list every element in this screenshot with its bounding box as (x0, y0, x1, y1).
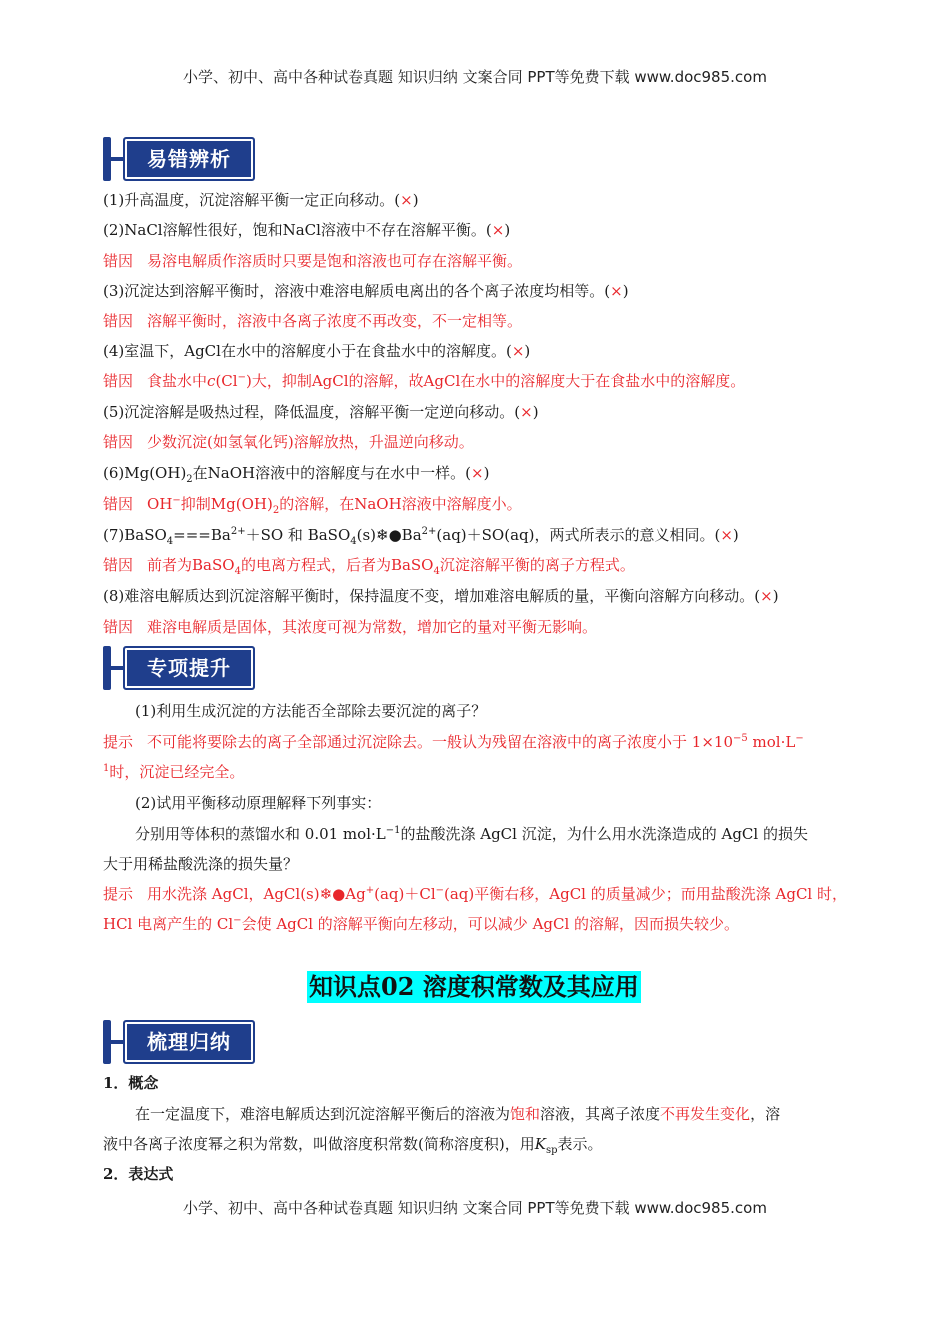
error-text: 抑制Mg(OH) (180, 495, 273, 513)
item-7: $(7)BaSO_4===Ba^{2+}+SO$ 和 $BaSO_4(s)❄●Ba^{2+}(aq)+SO(aq)$，两式所表示的意义相同。(×) (103, 526, 739, 547)
wrong-mark: × (760, 587, 773, 605)
hint-2-cont (103, 913, 878, 935)
section-banner-special (103, 646, 253, 690)
error-text: OH (147, 495, 173, 513)
subscript: sp (545, 1145, 558, 1156)
hint-text: HCl 电离产生的 Cl (103, 915, 234, 933)
hint-1 (103, 731, 878, 753)
item-text: (2)NaCl溶解性很好，饱和NaCl溶液中不存在溶解平衡。( (103, 221, 492, 239)
special-question-2: (2)试用平衡移动原理解释下列事实： (135, 794, 382, 812)
superscript: 2+ (230, 526, 246, 537)
item-text: (6)Mg(OH) (103, 464, 187, 482)
question-text: 的盐酸洗涤 AgCl 沉淀，为什么用水洗涤造成的 AgCl 的损失 (400, 825, 808, 843)
hint-tag: 提示 (103, 885, 134, 903)
banner-bar (103, 137, 111, 181)
error-tag: 错因 (103, 312, 134, 330)
banner-tick (111, 157, 123, 161)
concept-line-1 (135, 1103, 910, 1125)
error-text: 沉淀溶解平衡的离子方程式。 (439, 556, 635, 574)
hint-text: 时，沉淀已经完全。 (109, 763, 245, 781)
special-question-1: (1)利用生成沉淀的方法能否全部除去要沉淀的离子？ (135, 702, 487, 720)
error-2 (103, 250, 878, 272)
wrong-mark: × (720, 526, 733, 544)
banner-label: 梳理归纳 (123, 1020, 255, 1064)
error-text: 的溶解，在NaOH溶液中溶解度小。 (279, 495, 522, 513)
expression-heading: 2．表达式 (103, 1165, 174, 1183)
hint-1-cont (103, 761, 878, 783)
item-text: ＋SO 和 BaSO (245, 526, 351, 544)
wrong-mark: × (520, 403, 533, 421)
error-text: 少数沉淀(如氢氧化钙)溶解放热，升温逆向移动。 (147, 433, 474, 451)
item-3: (3)沉淀达到溶解平衡时，溶液中难溶电解质电离出的各个离子浓度均相等。(×) (103, 282, 629, 300)
error-tag: 错因 (103, 372, 134, 390)
error-text: c (207, 372, 216, 390)
wrong-mark: × (610, 282, 623, 300)
hint-text: mol·L (747, 733, 796, 751)
superscript: − (237, 372, 246, 383)
subscript: 2 (272, 505, 280, 516)
banner-label: 专项提升 (123, 646, 255, 690)
banner-bar (103, 1020, 111, 1064)
superscript: + (365, 885, 375, 896)
banner-tick (111, 1040, 123, 1044)
subscript: 4 (433, 566, 440, 577)
superscript: − (435, 885, 445, 896)
error-text: 食盐水中 (147, 372, 208, 390)
item-text: (4)室温下，AgCl在水中的溶解度小于在食盐水中的溶解度。( (103, 342, 512, 360)
concept-text: 在一定温度下，难溶电解质达到沉淀溶解平衡后的溶液为 (135, 1105, 511, 1123)
special-question-2-body (135, 823, 910, 845)
page-header: 小学、初中、高中各种试卷真题 知识归纳 文案合同 PPT等免费下载 www.doc985.com (183, 68, 767, 86)
item-text: (aq)＋SO(aq)，两式所表示的意义相同。( (436, 526, 721, 544)
error-8 (103, 616, 878, 638)
error-text: )大，抑制AgCl的溶解，故AgCl在水中的溶解度大于在食盐水中的溶解度。 (245, 372, 746, 390)
item-text: (8)难溶电解质达到沉淀溶解平衡时，保持温度不变，增加难溶电解质的量，平衡向溶解方向移动。( (103, 587, 761, 605)
hint-text: 会使 AgCl 的溶解平衡向左移动，可以减少 AgCl 的溶解，因而损失较少。 (241, 915, 740, 933)
banner-tick (111, 666, 123, 670)
superscript: − (233, 915, 242, 926)
concept-text: ，溶 (750, 1105, 781, 1123)
subscript: 4 (234, 566, 241, 577)
banner-label: 易错辨析 (123, 137, 255, 181)
superscript: − (172, 495, 181, 506)
item-text: (3)沉淀达到溶解平衡时，溶液中难溶电解质电离出的各个离子浓度均相等。( (103, 282, 611, 300)
concept-text: 溶液，其离子浓度 (540, 1105, 661, 1123)
error-tag: 错因 (103, 252, 134, 270)
wrong-mark: × (491, 221, 505, 239)
superscript: 1 (103, 763, 110, 774)
error-text: 难溶电解质是固体，其浓度可视为常数，增加它的量对平衡无影响。 (147, 618, 598, 636)
error-tag: 错因 (103, 433, 134, 451)
error-text: 前者为BaSO (147, 556, 235, 574)
hint-text: 不可能将要除去的离子全部通过沉淀除去。一般认为残留在溶液中的离子浓度小于 1×10 (147, 733, 733, 751)
item-text: (5)沉淀溶解是吸热过程，降低温度，溶解平衡一定逆向移动。( (103, 403, 521, 421)
section-banner-mistakes (103, 137, 253, 181)
error-text: 易溶电解质作溶质时只要是饱和溶液也可存在溶解平衡。 (147, 252, 523, 270)
hint-text: 用水洗涤 AgCl，AgCl(s)❄●Ag (147, 885, 366, 903)
item-text: (s)❄●Ba (356, 526, 422, 544)
superscript: 2+ (421, 526, 437, 537)
subscript: 4 (166, 536, 174, 547)
item-text: ===Ba (173, 526, 231, 544)
special-question-2-cont: 大于用稀盐酸洗涤的损失量？ (103, 855, 299, 873)
error-text: (Cl (215, 372, 238, 390)
error-tag: 错因 (103, 556, 134, 574)
error-4 (103, 370, 878, 392)
error-7 (103, 554, 878, 576)
hint-2 (103, 883, 878, 905)
knowledge-point-title: 知识点02 溶度积常数及其应用 (309, 972, 639, 1001)
wrong-mark: × (511, 342, 525, 360)
error-text: 溶解平衡时，溶液中各离子浓度不再改变，不一定相等。 (147, 312, 523, 330)
error-tag: 错因 (103, 618, 134, 636)
superscript: −5 (733, 733, 748, 744)
item-2: (2)NaCl溶解性很好，饱和NaCl溶液中不存在溶解平衡。(×) (103, 221, 511, 239)
concept-text: 液中各离子浓度幂之积为常数，叫做溶度积常数(简称溶度积)，用 (103, 1135, 535, 1153)
item-text: (1)升高温度，沉淀溶解平衡一定正向移动。( (103, 191, 401, 209)
item-4: (4)室温下，AgCl在水中的溶解度小于在食盐水中的溶解度。(×) (103, 342, 531, 360)
page-footer: 小学、初中、高中各种试卷真题 知识归纳 文案合同 PPT等免费下载 www.doc985.com (183, 1199, 767, 1217)
wrong-mark: × (400, 191, 413, 209)
error-6 (103, 493, 878, 515)
error-text: 的电离方程式，后者为BaSO (240, 556, 434, 574)
superscript: −1 (385, 825, 401, 836)
item-1: (1)升高温度，沉淀溶解平衡一定正向移动。(×) (103, 191, 419, 209)
ksp-symbol: K (534, 1135, 546, 1153)
concept-heading: 1．概念 (103, 1074, 159, 1092)
subscript: 4 (350, 536, 357, 547)
question-text: 分别用等体积的蒸馏水和 0.01 mol·L (135, 825, 386, 843)
item-8: (8)难溶电解质达到沉淀溶解平衡时，保持温度不变，增加难溶电解质的量，平衡向溶解方向移动。(×) (103, 587, 779, 605)
item-5: (5)沉淀溶解是吸热过程，降低温度，溶解平衡一定逆向移动。(×) (103, 403, 539, 421)
wrong-mark: × (470, 464, 484, 482)
item-6: $(6)Mg(OH)_2$在NaOH溶液中的溶解度与在水中一样。(×) (103, 464, 490, 485)
highlight-text: 不再发生变化 (660, 1105, 751, 1123)
item-text: 在NaOH溶液中的溶解度与在水中一样。( (192, 464, 471, 482)
concept-text: 表示。 (557, 1135, 603, 1153)
hint-tag: 提示 (103, 733, 134, 751)
error-5 (103, 431, 878, 453)
subscript: 2 (186, 474, 193, 485)
highlight-text: 饱和 (510, 1105, 541, 1123)
section-banner-summary (103, 1020, 253, 1064)
hint-text: (aq)＋Cl (374, 885, 436, 903)
error-3 (103, 310, 878, 332)
concept-line-2 (103, 1133, 878, 1155)
banner-bar (103, 646, 111, 690)
error-tag: 错因 (103, 495, 134, 513)
hint-text: (aq)平衡右移，AgCl 的质量减少；而用盐酸洗涤 AgCl 时， (444, 885, 847, 903)
item-text: (7)BaSO (103, 526, 167, 544)
superscript: − (795, 733, 804, 744)
